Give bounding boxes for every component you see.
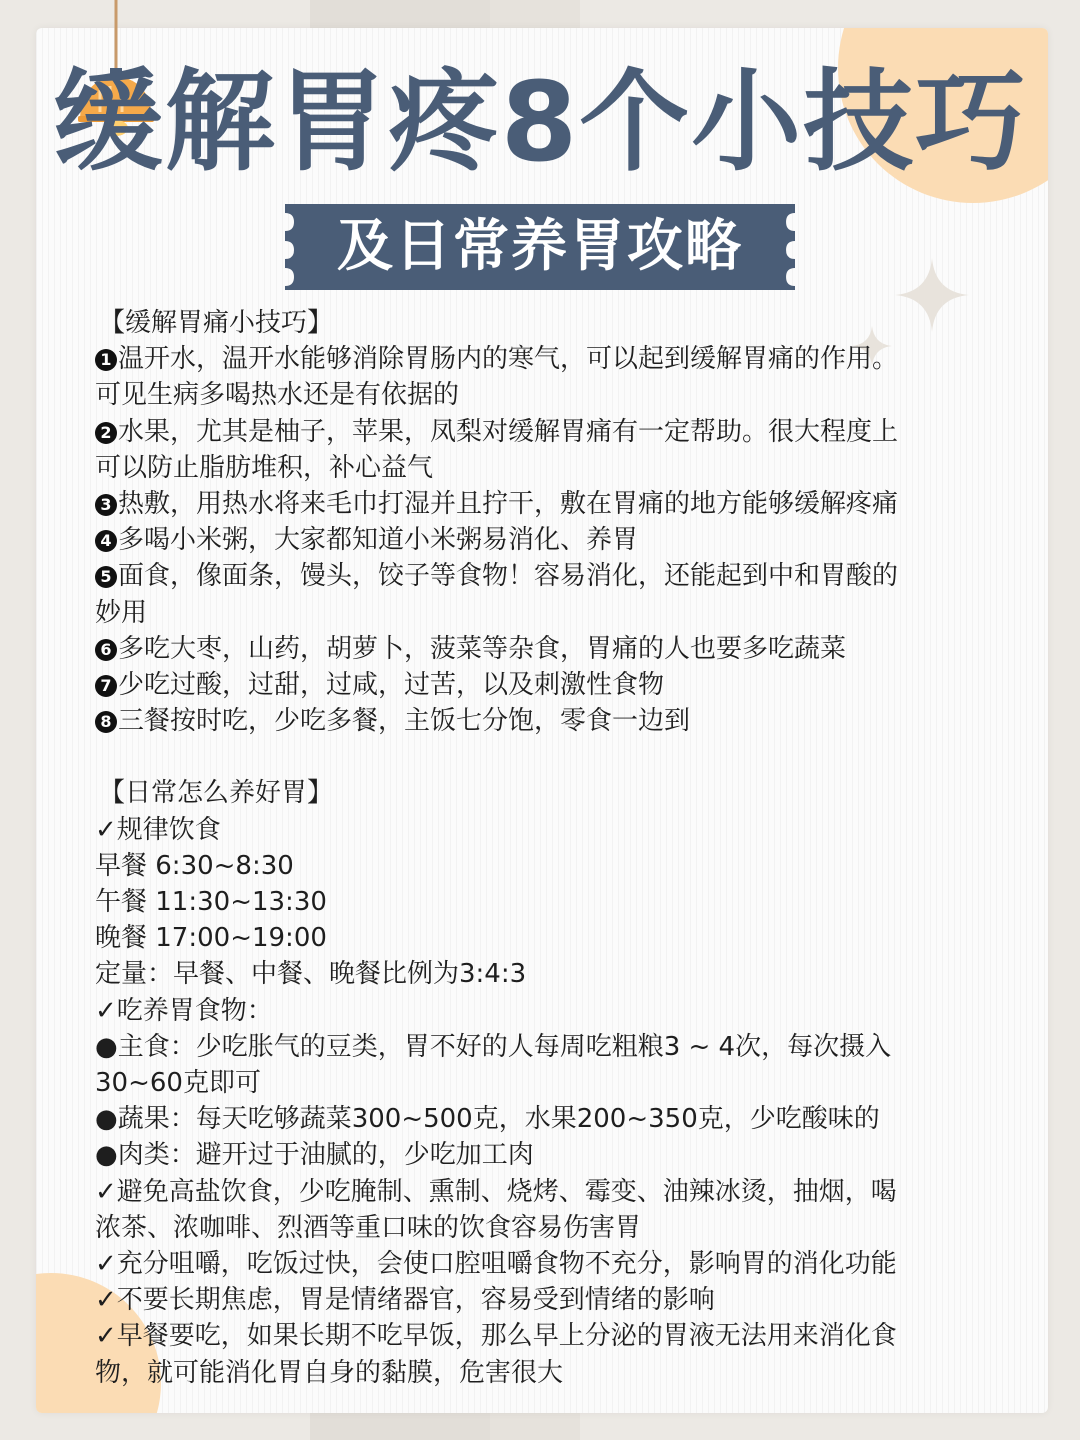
tip-text: 水果，尤其是柚子，苹果，凤梨对缓解胃痛有一定帮助。很大程度上 <box>118 416 899 447</box>
tip-number-badge: 5 <box>95 566 117 588</box>
tip-line <box>95 631 995 667</box>
care-line <box>95 1065 995 1101</box>
tip-text: 多喝小米粥，大家都知道小米粥易消化、养胃 <box>118 525 639 556</box>
tip-number-badge: 2 <box>95 422 117 444</box>
care-line <box>95 920 995 956</box>
care-line <box>95 1246 995 1282</box>
tip-number-badge: 8 <box>95 711 117 733</box>
tip-text: 温开水，温开水能够消除胃肠内的寒气，可以起到缓解胃痛的作用。 <box>118 344 899 375</box>
tip-line <box>95 595 995 631</box>
care-text: 不要长期焦虑，胃是情绪器官，容易受到情绪的影响 <box>116 1285 715 1316</box>
page-title: 缓解胃疼8个小技巧 <box>52 58 1028 186</box>
care-line <box>95 1174 995 1210</box>
care-text: 30~60克即可 <box>95 1068 261 1099</box>
care-text: 主食：少吃胀气的豆类，胃不好的人每周吃粗粮3 ~ 4次，每次摄入 <box>117 1031 892 1062</box>
care-line <box>95 812 995 848</box>
tip-text: 热敷，用热水将来毛巾打湿并且拧干，敷在胃痛的地方能够缓解疼痛 <box>118 489 899 520</box>
tip-text: 可以防止脂肪堆积，补心益气 <box>95 452 434 483</box>
check-icon: ✓ <box>95 1176 117 1207</box>
subtitle-text: 及日常养胃攻略 <box>337 214 743 279</box>
tip-number-badge: 6 <box>95 639 117 661</box>
tip-text: 面食，像面条，馒头，饺子等食物！容易消化，还能起到中和胃酸的 <box>118 561 899 592</box>
care-text: 早餐 6:30~8:30 <box>95 850 294 881</box>
tip-line <box>95 667 995 703</box>
care-line <box>95 1029 995 1065</box>
subtitle-banner <box>285 204 795 290</box>
care-text: 肉类：避开过于油腻的，少吃加工肉 <box>117 1140 534 1171</box>
section-heading: 【日常怎么养好胃】 <box>99 778 334 809</box>
bullet-icon: ● <box>95 1104 118 1135</box>
check-icon: ✓ <box>95 1285 117 1316</box>
care-text: 避免高盐饮食，少吃腌制、熏制、烧烤、霉变、油辣冰烫，抽烟，喝 <box>116 1176 897 1207</box>
care-text: 充分咀嚼，吃饭过快，会使口腔咀嚼食物不充分，影响胃的消化功能 <box>116 1249 897 1280</box>
care-line <box>95 1101 995 1137</box>
bullet-icon: ● <box>95 1031 118 1062</box>
tip-line <box>95 414 995 450</box>
care-text: 规律饮食 <box>116 814 221 845</box>
tip-number-badge: 7 <box>95 675 117 697</box>
care-list <box>95 812 995 1391</box>
care-text: 定量：早餐、中餐、晚餐比例为3:4:3 <box>95 959 527 990</box>
tip-line <box>95 377 995 413</box>
care-text: 早餐要吃，如果长期不吃早饭，那么早上分泌的胃液无法用来消化食 <box>116 1321 897 1352</box>
check-icon: ✓ <box>95 1249 117 1280</box>
article-body <box>95 305 995 1391</box>
check-icon: ✓ <box>95 995 117 1026</box>
check-icon: ✓ <box>95 814 117 845</box>
care-line <box>95 884 995 920</box>
section-gap <box>95 739 995 775</box>
tip-number-badge: 4 <box>95 530 117 552</box>
care-text: 蔬果：每天吃够蔬菜300~500克，水果200~350克，少吃酸味的 <box>117 1104 880 1135</box>
tip-line <box>95 703 995 739</box>
care-text: 午餐 11:30~13:30 <box>95 887 327 918</box>
tip-line <box>95 522 995 558</box>
tip-text: 多吃大枣，山药，胡萝卜，菠菜等杂食，胃痛的人也要多吃蔬菜 <box>118 633 847 664</box>
tip-text: 可见生病多喝热水还是有依据的 <box>95 380 460 411</box>
care-line <box>95 1210 995 1246</box>
tips-list <box>95 341 995 739</box>
tip-number-badge: 1 <box>95 349 117 371</box>
check-icon: ✓ <box>95 1321 117 1352</box>
section-heading: 【缓解胃痛小技巧】 <box>99 308 334 338</box>
tip-number-badge: 3 <box>95 494 117 516</box>
tip-line <box>95 341 995 377</box>
care-text: 晚餐 17:00~19:00 <box>95 923 327 954</box>
care-line <box>95 1355 995 1391</box>
care-line <box>95 993 995 1029</box>
bullet-icon: ● <box>95 1140 118 1171</box>
care-text: 浓茶、浓咖啡、烈酒等重口味的饮食容易伤害胃 <box>95 1212 642 1243</box>
tip-text: 少吃过酸，过甜，过咸，过苦，以及刺激性食物 <box>118 670 665 701</box>
care-line <box>95 1318 995 1354</box>
tip-text: 三餐按时吃，少吃多餐，主饭七分饱，零食一边到 <box>118 706 691 737</box>
tip-line <box>95 558 995 594</box>
care-line <box>95 956 995 992</box>
care-line <box>95 1282 995 1318</box>
care-line <box>95 848 995 884</box>
care-line <box>95 1137 995 1173</box>
care-text: 吃养胃食物： <box>116 995 273 1026</box>
tip-line <box>95 450 995 486</box>
tip-text: 妙用 <box>95 597 148 628</box>
tip-line <box>95 486 995 522</box>
care-text: 物，就可能消化胃自身的黏膜，危害很大 <box>95 1357 564 1388</box>
